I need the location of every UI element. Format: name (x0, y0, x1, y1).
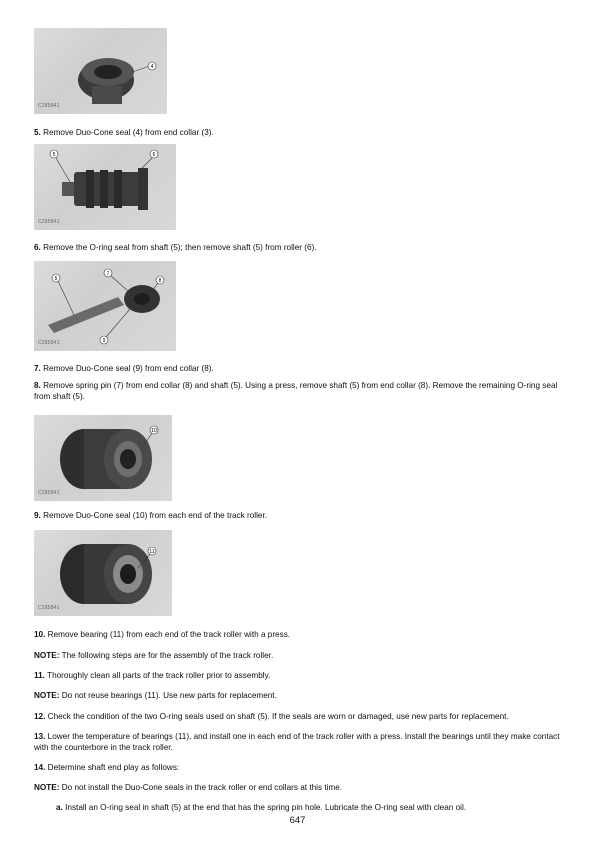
step-11: 11. Thoroughly clean all parts of the track roller prior to assembly. (34, 671, 271, 680)
step-10: 10. Remove bearing (11) from each end of the track roller with a press. (34, 630, 291, 639)
figure-track-roller-seal (34, 415, 172, 501)
callout-label: 4 (150, 64, 154, 70)
callout-label: 11 (149, 549, 155, 555)
step-9: 9. Remove Duo-Cone seal (10) from each end of the track roller. (34, 511, 268, 520)
step-7: 7. Remove Duo-Cone seal (9) from end collar (8). (34, 364, 214, 373)
step-14a: a. Install an O-ring seal in shaft (5) at the end that has the spring pin hole. Lubricate the O-ring seal with clean oil. (56, 803, 467, 812)
figure-caption: C285841 (38, 490, 60, 496)
figure-roller-shaft (34, 144, 176, 230)
callout-label: 5 (54, 276, 58, 282)
shaft-collar-illustration (34, 261, 176, 351)
step-8: 8. Remove spring pin (7) from end collar (8) and shaft (5). Using a press, remove shaft (5) from end collar (8). Remove the remaining O-ring seal from shaft (5). (34, 381, 558, 401)
figure-end-collar (34, 28, 167, 114)
step-12: 12. Check the condition of the two O-ring seals used on shaft (5). If the seals are worn or damaged, use new parts for replacement. (34, 712, 509, 721)
end-collar-illustration (34, 28, 167, 114)
track-roller-bearing-illustration (34, 530, 172, 616)
step-6: 6. Remove the O-ring seal from shaft (5); then remove shaft (5) from roller (6). (34, 243, 317, 252)
track-roller-seal-illustration (34, 415, 172, 501)
figure-caption: C285841 (38, 605, 60, 611)
callout-label: 7 (106, 271, 110, 277)
figure-shaft-collar (34, 261, 176, 351)
roller-shaft-illustration (34, 144, 176, 230)
figure-caption: C285841 (38, 340, 60, 346)
figure-caption: C285841 (38, 219, 60, 225)
note-assembly: NOTE: The following steps are for the assembly of the track roller. (34, 651, 274, 660)
callout-label: 5 (52, 152, 56, 158)
callout-label: 10 (151, 428, 157, 434)
callout-label: 6 (152, 152, 156, 158)
callout-label: 9 (102, 338, 106, 344)
note-bearings: NOTE: Do not reuse bearings (11). Use new parts for replacement. (34, 691, 277, 700)
step-13: 13. Lower the temperature of bearings (11), and install one in each end of the track roller with a press. Install the bearings until they make contact with the counterbore in the track roller. (34, 732, 560, 752)
page-number: 647 (289, 815, 306, 826)
step-5: 5. Remove Duo-Cone seal (4) from end collar (3). (34, 128, 214, 137)
figure-caption: C285841 (38, 103, 60, 109)
step-14: 14. Determine shaft end play as follows: (34, 763, 180, 772)
callout-label: 8 (158, 278, 162, 284)
figure-track-roller-bearing (34, 530, 172, 616)
note-duo-cone: NOTE: Do not install the Duo-Cone seals in the track roller or end collars at this time. (34, 783, 343, 792)
